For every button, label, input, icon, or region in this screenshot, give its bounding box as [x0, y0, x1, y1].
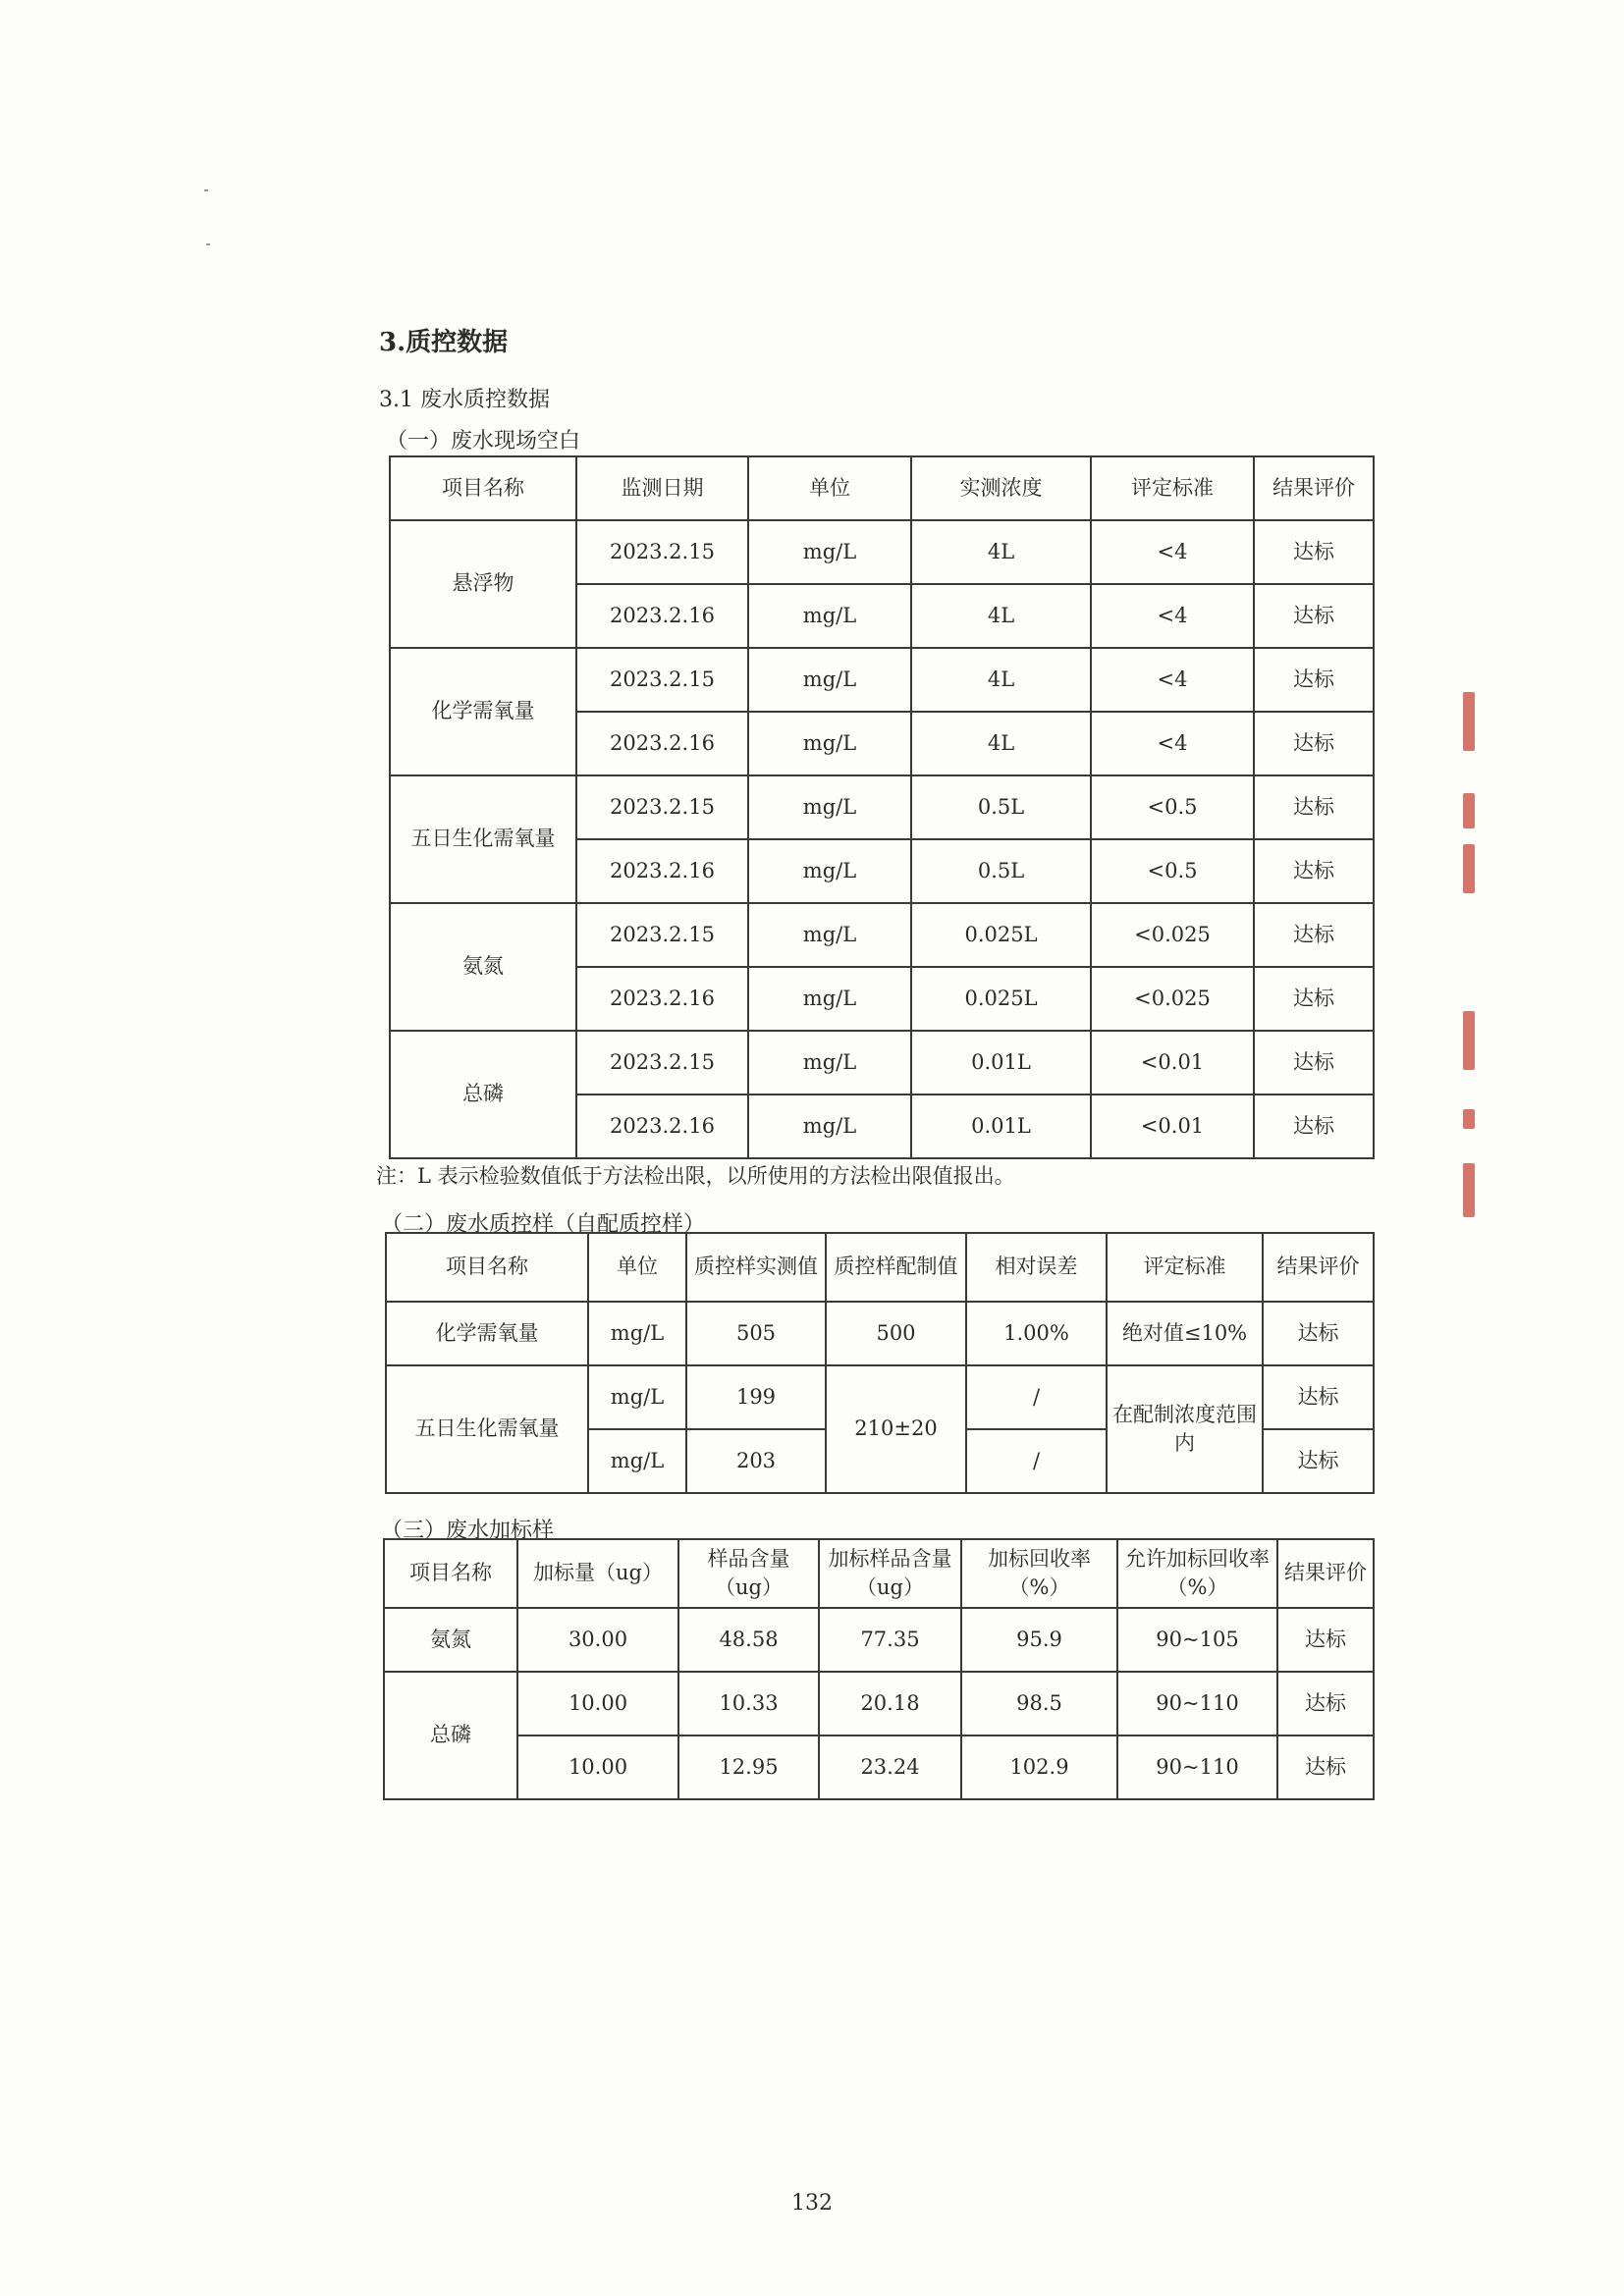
spike-amount-cell: 10.00	[517, 1672, 678, 1735]
column-header: 评定标准	[1107, 1233, 1263, 1302]
measured-cell: 199	[686, 1365, 826, 1429]
standard-cell: <0.025	[1091, 903, 1254, 967]
subsection-heading: 3.1 废水质控数据	[379, 388, 550, 412]
date-cell: 2023.2.15	[576, 1031, 748, 1095]
item-name: 五日生化需氧量	[386, 1365, 588, 1493]
error-cell: 1.00%	[966, 1302, 1107, 1365]
scan-speck	[204, 189, 208, 191]
allowed-recovery-cell: 90~110	[1117, 1672, 1277, 1735]
blank-table-note: 注：L 表示检验数值低于方法检出限，以所使用的方法检出限值报出。	[376, 1164, 1015, 1188]
spike-amount-cell: 30.00	[517, 1608, 678, 1672]
column-header: 加标回收率（%）	[961, 1539, 1117, 1608]
measured-cell: 4L	[911, 712, 1091, 775]
result-cell: 达标	[1277, 1608, 1374, 1672]
date-cell: 2023.2.15	[576, 520, 748, 584]
unit-cell: mg/L	[748, 967, 911, 1031]
stamp-mark	[1463, 793, 1475, 828]
stamp-mark	[1463, 1163, 1475, 1217]
item-name: 总磷	[384, 1672, 517, 1799]
table-row	[390, 903, 1374, 967]
item-name: 五日生化需氧量	[390, 775, 576, 903]
measured-cell: 4L	[911, 520, 1091, 584]
unit-cell: mg/L	[748, 1095, 911, 1158]
table-row	[390, 520, 1374, 584]
table-row	[384, 1735, 1374, 1799]
measured-cell: 4L	[911, 648, 1091, 712]
result-cell: 达标	[1277, 1735, 1374, 1799]
result-cell: 达标	[1254, 520, 1374, 584]
sample-content-cell: 10.33	[678, 1672, 819, 1735]
table-row	[390, 775, 1374, 839]
section-heading: 3.质控数据	[379, 328, 509, 357]
standard-cell: <4	[1091, 648, 1254, 712]
column-header: 允许加标回收率（%）	[1117, 1539, 1277, 1608]
standard-cell: <0.01	[1091, 1031, 1254, 1095]
unit-cell: mg/L	[748, 648, 911, 712]
standard-cell: <4	[1091, 712, 1254, 775]
spiked-content-cell: 20.18	[819, 1672, 961, 1735]
standard-cell: <0.01	[1091, 1095, 1254, 1158]
stamp-mark	[1463, 1011, 1475, 1070]
unit-cell: mg/L	[748, 903, 911, 967]
unit-cell: mg/L	[588, 1429, 686, 1493]
date-cell: 2023.2.16	[576, 712, 748, 775]
column-header: 质控样配制值	[826, 1233, 966, 1302]
table-header-row	[384, 1539, 1374, 1608]
stamp-mark	[1463, 844, 1475, 893]
unit-cell: mg/L	[748, 775, 911, 839]
unit-cell: mg/L	[588, 1302, 686, 1365]
standard-cell: <0.5	[1091, 839, 1254, 903]
table-row	[390, 648, 1374, 712]
table-row	[384, 1608, 1374, 1672]
date-cell: 2023.2.15	[576, 903, 748, 967]
allowed-recovery-cell: 90~110	[1117, 1735, 1277, 1799]
column-header: 加标量（ug）	[517, 1539, 678, 1608]
date-cell: 2023.2.16	[576, 839, 748, 903]
recovery-cell: 98.5	[961, 1672, 1117, 1735]
result-cell: 达标	[1254, 712, 1374, 775]
blank-table	[389, 455, 1375, 1159]
date-cell: 2023.2.16	[576, 967, 748, 1031]
column-header: 监测日期	[576, 456, 748, 520]
table-header-row	[390, 456, 1374, 520]
item-name: 总磷	[390, 1031, 576, 1158]
item-name: 化学需氧量	[390, 648, 576, 775]
recovery-cell: 95.9	[961, 1608, 1117, 1672]
blank-table-caption: （一）废水现场空白	[386, 429, 581, 454]
table-header-row	[386, 1233, 1374, 1302]
table-row	[390, 1031, 1374, 1095]
result-cell: 达标	[1254, 775, 1374, 839]
recovery-cell: 102.9	[961, 1735, 1117, 1799]
result-cell: 达标	[1254, 1095, 1374, 1158]
error-cell: /	[966, 1429, 1107, 1493]
column-header: 单位	[748, 456, 911, 520]
column-header: 结果评价	[1254, 456, 1374, 520]
page-number: 132	[791, 2191, 833, 2216]
measured-cell: 0.01L	[911, 1031, 1091, 1095]
column-header: 结果评价	[1263, 1233, 1374, 1302]
unit-cell: mg/L	[588, 1365, 686, 1429]
prepared-cell: 210±20	[826, 1365, 966, 1493]
allowed-recovery-cell: 90~105	[1117, 1608, 1277, 1672]
date-cell: 2023.2.16	[576, 1095, 748, 1158]
date-cell: 2023.2.16	[576, 584, 748, 648]
result-cell: 达标	[1263, 1302, 1374, 1365]
result-cell: 达标	[1254, 1031, 1374, 1095]
standard-cell: <0.025	[1091, 967, 1254, 1031]
qc-table	[385, 1232, 1375, 1494]
measured-cell: 505	[686, 1302, 826, 1365]
unit-cell: mg/L	[748, 584, 911, 648]
column-header: 评定标准	[1091, 456, 1254, 520]
measured-cell: 0.025L	[911, 903, 1091, 967]
table-row	[384, 1672, 1374, 1735]
standard-cell: <0.5	[1091, 775, 1254, 839]
qc-table-caption: （二）废水质控样（自配质控样）	[381, 1212, 706, 1237]
result-cell: 达标	[1254, 584, 1374, 648]
spike-table	[383, 1538, 1375, 1800]
item-name: 氨氮	[384, 1608, 517, 1672]
result-cell: 达标	[1277, 1672, 1374, 1735]
standard-cell: 在配制浓度范围内	[1107, 1365, 1263, 1493]
spiked-content-cell: 77.35	[819, 1608, 961, 1672]
column-header: 单位	[588, 1233, 686, 1302]
scan-speck	[206, 243, 210, 245]
column-header: 项目名称	[386, 1233, 588, 1302]
item-name: 悬浮物	[390, 520, 576, 648]
unit-cell: mg/L	[748, 839, 911, 903]
standard-cell: 绝对值≤10%	[1107, 1302, 1263, 1365]
error-cell: /	[966, 1365, 1107, 1429]
column-header: 样品含量（ug）	[678, 1539, 819, 1608]
column-header: 结果评价	[1277, 1539, 1374, 1608]
stamp-mark	[1463, 1109, 1475, 1129]
measured-cell: 0.5L	[911, 775, 1091, 839]
column-header: 实测浓度	[911, 456, 1091, 520]
spike-table-caption: （三）废水加标样	[381, 1519, 555, 1543]
column-header: 相对误差	[966, 1233, 1107, 1302]
table-row	[386, 1302, 1374, 1365]
column-header: 加标样品含量（ug）	[819, 1539, 961, 1608]
sample-content-cell: 48.58	[678, 1608, 819, 1672]
result-cell: 达标	[1254, 903, 1374, 967]
item-name: 氨氮	[390, 903, 576, 1031]
standard-cell: <4	[1091, 520, 1254, 584]
result-cell: 达标	[1254, 839, 1374, 903]
measured-cell: 0.01L	[911, 1095, 1091, 1158]
table-row	[386, 1365, 1374, 1429]
measured-cell: 4L	[911, 584, 1091, 648]
result-cell: 达标	[1263, 1365, 1374, 1429]
date-cell: 2023.2.15	[576, 648, 748, 712]
result-cell: 达标	[1254, 648, 1374, 712]
measured-cell: 0.025L	[911, 967, 1091, 1031]
column-header: 项目名称	[384, 1539, 517, 1608]
spiked-content-cell: 23.24	[819, 1735, 961, 1799]
measured-cell: 203	[686, 1429, 826, 1493]
column-header: 质控样实测值	[686, 1233, 826, 1302]
prepared-cell: 500	[826, 1302, 966, 1365]
spike-amount-cell: 10.00	[517, 1735, 678, 1799]
standard-cell: <4	[1091, 584, 1254, 648]
column-header: 项目名称	[390, 456, 576, 520]
date-cell: 2023.2.15	[576, 775, 748, 839]
sample-content-cell: 12.95	[678, 1735, 819, 1799]
name-cell: 化学需氧量	[386, 1302, 588, 1365]
unit-cell: mg/L	[748, 520, 911, 584]
stamp-mark	[1463, 692, 1475, 751]
unit-cell: mg/L	[748, 712, 911, 775]
result-cell: 达标	[1254, 967, 1374, 1031]
unit-cell: mg/L	[748, 1031, 911, 1095]
result-cell: 达标	[1263, 1429, 1374, 1493]
measured-cell: 0.5L	[911, 839, 1091, 903]
